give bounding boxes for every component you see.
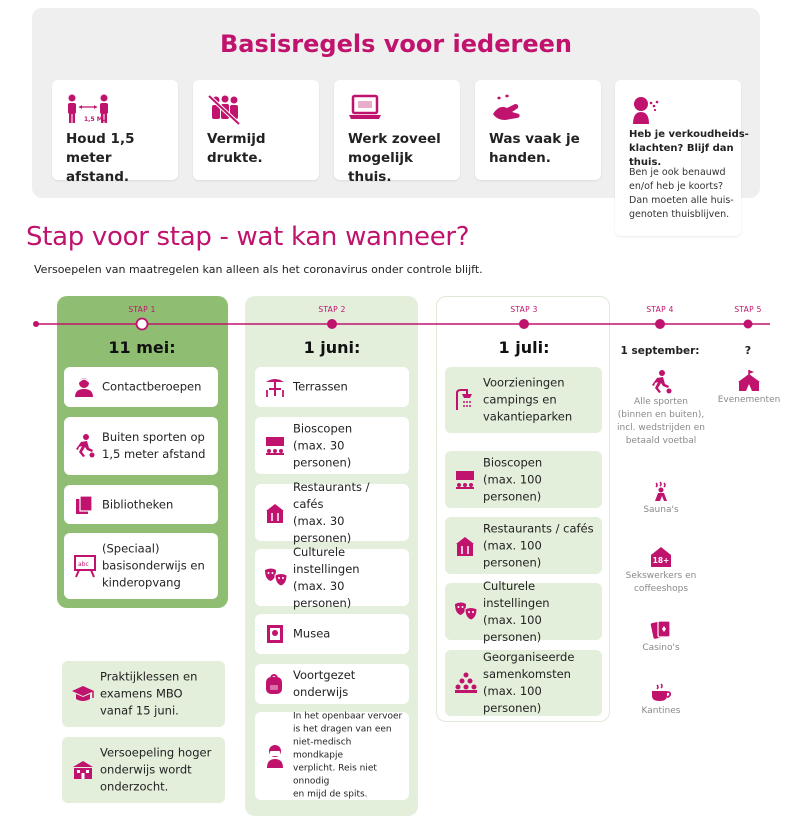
- adult-18-icon: [650, 546, 672, 568]
- cinema-icon: [264, 436, 286, 456]
- step-2-note-mondkapje: In het openbaar vervoer is het dragen van een niet-medisch mondkapje verplicht. Reis niet onnodig en mijd de spits.: [255, 712, 409, 800]
- step-2-item-terrassen: Terrassen: [255, 367, 409, 407]
- step-3-label: STAP 3: [510, 305, 538, 314]
- step-4-item-kantines: Kantines: [616, 683, 706, 718]
- step-1-item-contactberoepen: Contactberoepen: [64, 367, 218, 407]
- step-5-item-evenementen: Evenementen: [712, 370, 786, 407]
- museum-icon: [264, 623, 286, 645]
- playing-cards-icon: [650, 618, 672, 640]
- timeline-dot-step-5: [744, 320, 753, 329]
- running-icon: [73, 434, 95, 458]
- step-2-item-bioscopen: Bioscopen (max. 30 personen): [255, 417, 409, 474]
- timeline: [0, 314, 800, 334]
- step-3-item-samenkomsten: Georganiseerde samenkomsten (max. 100 personen): [445, 650, 602, 716]
- step-3-item-cultuur: Culturele instellingen (max. 100 personen): [445, 583, 602, 640]
- timeline-dot-step-2: [327, 319, 337, 329]
- step-2-item-restaurants: Restaurants / cafés (max. 30 personen): [255, 484, 409, 541]
- step-1-extra-hoger-onderwijs: Versoepeling hoger onderwijs wordt onderzocht.: [62, 737, 225, 803]
- steps-heading: Stap voor stap - wat kan wanneer?: [26, 222, 470, 252]
- step-2-item-cultuur: Culturele instellingen (max. 30 personen): [255, 549, 409, 606]
- step-3-item-restaurants: Restaurants / cafés (max. 100 personen): [445, 517, 602, 574]
- step-4-label: STAP 4: [646, 305, 674, 314]
- rule-text-hands: Was vaak je handen.: [489, 131, 580, 166]
- rule-card-crowds: [193, 80, 319, 180]
- theater-masks-icon: [454, 601, 478, 623]
- step-1-date: 11 mei:: [108, 338, 176, 357]
- symptoms-bold-text: Heb je verkoudheids- klachten? Blijf dan thuis.: [629, 129, 749, 168]
- symptoms-small-text: Ben je ook benauwd en/of heb je koorts? Dan moeten alle huis- genoten thuisblijven.: [629, 167, 734, 220]
- step-1-item-sport: Buiten sporten op 1,5 meter afstand: [64, 417, 218, 475]
- step-5-label: STAP 5: [734, 305, 762, 314]
- rule-text-distance: Houd 1,5 meter afstand.: [66, 131, 135, 185]
- university-icon: [71, 759, 95, 781]
- basisregels-title: Basisregels voor iedereen: [220, 30, 572, 58]
- rule-text-crowds: Vermijd drukte.: [207, 131, 266, 166]
- rule-card-home: [334, 80, 460, 185]
- theater-masks-icon: [264, 567, 288, 589]
- books-icon: [73, 494, 95, 516]
- step-4-date: 1 september:: [620, 345, 700, 357]
- laptop-icon: [348, 94, 382, 122]
- step-3-item-campings: Voorzieningen campings en vakantieparken: [445, 367, 602, 433]
- svg-text:abc: abc: [78, 561, 89, 568]
- step-4-item-casinos: Casino's: [616, 618, 706, 655]
- sauna-icon: [651, 480, 671, 502]
- symptoms-card: [615, 80, 749, 236]
- step-4-item-sekswerkers: 18+ Sekswerkers en coffeeshops: [616, 546, 706, 596]
- step-2-item-voortgezet: Voortgezet onderwijs: [255, 664, 409, 704]
- cough-icon: [629, 94, 661, 126]
- timeline-start-dot: [33, 321, 39, 327]
- timeline-dot-step-3: [519, 319, 529, 329]
- svg-text:18+: 18+: [652, 556, 670, 565]
- steps-subheading: Versoepelen van maatregelen kan alleen als het coronavirus onder controle blijft.: [34, 263, 483, 276]
- hand-wash-icon: [489, 94, 523, 126]
- circus-tent-icon: [737, 370, 761, 392]
- step-4-item-sporten: Alle sporten (binnen en buiten), incl. wedstrijden en betaald voetbal: [616, 370, 706, 448]
- group-icon: [454, 672, 478, 694]
- distance-badge-text: 1,5 M.: [84, 116, 105, 123]
- terrace-icon: [264, 376, 286, 398]
- step-2-date: 1 juni:: [303, 338, 361, 357]
- step-2-label: STAP 2: [318, 305, 346, 314]
- timeline-dot-step-4: [655, 319, 665, 329]
- school-board-icon: [73, 554, 97, 578]
- timeline-dot-step-1: [137, 319, 148, 330]
- rule-card-distance: [52, 80, 178, 185]
- step-5-date: ?: [744, 344, 752, 357]
- step-2-item-musea: Musea: [255, 614, 409, 654]
- graduation-cap-icon: [71, 684, 95, 704]
- step-3-item-bioscopen: Bioscopen (max. 100 personen): [445, 451, 602, 508]
- rule-card-hands: [475, 80, 601, 180]
- no-crowds-icon: [207, 94, 241, 126]
- step-3-date: 1 juli:: [498, 338, 550, 357]
- step-4-item-saunas: Sauna's: [616, 480, 706, 517]
- step-1-item-onderwijs: abc (Speciaal) basisonderwijs en kinderopvang: [64, 533, 218, 599]
- restaurant-icon: [264, 502, 286, 524]
- backpack-icon: [264, 673, 284, 695]
- face-mask-icon: [264, 743, 286, 769]
- step-1-label: STAP 1: [128, 305, 156, 314]
- step-1-extra-mbo: Praktijklessen en examens MBO vanaf 15 juni.: [62, 661, 225, 727]
- cinema-icon: [454, 470, 476, 490]
- step-1-item-bibliotheken: Bibliotheken: [64, 485, 218, 524]
- contact-professions-icon: [73, 376, 95, 398]
- rule-text-home: Werk zoveel mogelijk thuis.: [348, 131, 441, 185]
- restaurant-icon: [454, 535, 476, 557]
- soccer-icon: [650, 370, 672, 394]
- coffee-cup-icon: [650, 683, 672, 703]
- shower-icon: [454, 388, 476, 412]
